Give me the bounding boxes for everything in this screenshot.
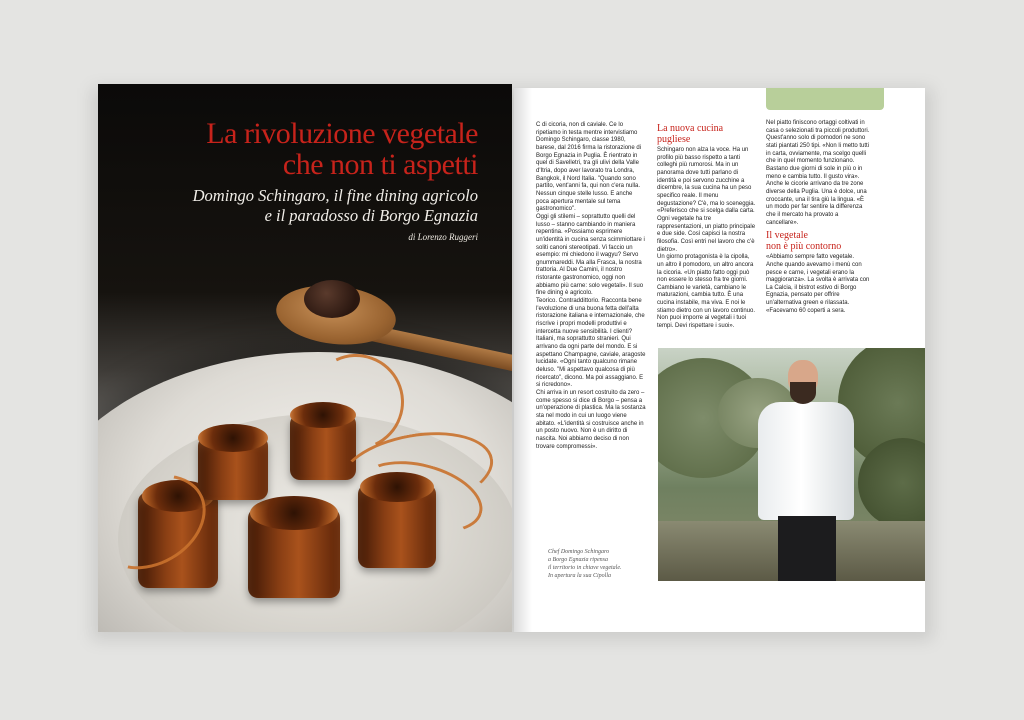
pasta-roll-top: [250, 496, 338, 530]
chef-trousers: [778, 516, 836, 581]
chef-photo: [658, 348, 925, 581]
caption-line-1: Chef Domingo Schingaro: [548, 549, 610, 555]
right-page: [514, 88, 925, 632]
text-column-2: [657, 123, 757, 331]
article-subtitle: [106, 186, 478, 226]
chef-beard: [790, 382, 816, 404]
section-tab: [766, 88, 884, 110]
paragraph: Schingaro non alza la voce. Ha un profilo più basso rispetto a tanti colleghi più rumorosi. Ma in un panorama dove tutti parlano di identità e poi servono zucchine a dicembre, la sua cucina ha un peso specifico reale. Il menu degustazione? C'è, ma lo sceneggia. «Preferisco che si scelga dalla carta. Ogni vegetale ha tre rappresentazioni, un piatto principale e due side. Così capisci la nostra filosofia. Così entri nel lavoro che c'è dietro».: [657, 147, 756, 253]
subtitle-line-1: Domingo Schingaro, il fine dining agricolo: [192, 186, 478, 205]
text-column-1: [536, 122, 646, 451]
paragraph: Nel piatto finiscono ortaggi coltivati in casa o selezionati tra piccoli produttori. Quest'anno solo di pomodori ne sono stati piantati 250 tipi. «Non li metto tutti in carta, ovviamente, ma scelgo quelli che in quel momento funzionano. Bastano due giorni di sole in più o in meno e cambia tutto. Il gusto vira». Anche le cicorie arrivano da tre zone diverse della Puglia. Una è dolce, una croccante, una il tira giù la lingua. «È un modo per far sentire la differenza che il mercato ha provato a cancellare».: [766, 120, 870, 226]
paragraph: Teorico. Contraddittorio. Racconta bene l'evoluzione di una buona fetta dell'alta ristorazione italiana e internazionale, che riscrive i propri modelli produttivi e intercetta nuove sensibilità. I clienti? Italiani, ma soprattutto stranieri. Qui arrivano da ogni parte del mondo. E si aspettano Champagne, caviale, aragoste lucidate. «Ogni tanto qualcuno rimane deluso. "Mi aspettavo qualcosa di più ricercato", dicono. Ma poi assaggiano. E si ricredono».: [536, 298, 646, 389]
paragraph: C di cicoria, non di caviale. Ce lo ripetiamo in testa mentre intervistiamo Domingo Schingaro, classe 1980, barese, dal 2016 firma la ristorazione di Borgo Egnazia in Puglia. È rientrato in quel di Savelletri, tra gli ulivi della Valle d'Itria, dopo aver lavorato tra Londra, Bangkok, il Nord Italia. "Quando sono partito, vent'anni fa, qui non c'era nulla. Nessun cinque stelle lusso. E anche poca apertura mentale sul tema gastronomico".: [536, 122, 642, 213]
chef-jacket: [758, 402, 854, 520]
title-line-2: che non ti aspetti: [282, 148, 478, 181]
section-heading: [766, 230, 870, 252]
photo-caption: [548, 548, 648, 580]
paragraph: Oggi gli stilemi – soprattutto quelli del lusso – stanno cambiando in maniera repentina. «Possiamo esprimere un'identità in cucina senza scimmiottare i soliti canoni stereotipati. Vi faccio un esempio: mi chiedono il wagyu? Servo gnummareddi. Ma alla Frasca, la nostra trattoria. Al Due Camini, il nostro ristorante gastronomico, oggi non abbiamo più carne: solo vegetali». Il suo fine dining è agricolo.: [536, 213, 645, 297]
caption-line-3: il territorio in chiave vegetale.: [548, 565, 622, 571]
byline: di Lorenzo Ruggeri: [408, 232, 478, 242]
section-heading-line-2: non è più contorno: [766, 241, 842, 253]
paragraph: Un giorno protagonista è la cipolla, un altro il pomodoro, un altro ancora la cicoria. «Un piatto fatto oggi può non essere lo stesso fra tre giorni. Cambiano le varietà, cambiano le maturazioni, cambia tutto. È una cucina instabile, ma viva. E noi le stiamo dietro con un lavoro continuo. Non puoi imporre ai vegetali i tuoi tempi. Devi rispettare i suoi».: [657, 254, 756, 330]
section-heading-line-1: Il vegetale: [766, 230, 808, 242]
title-line-1: La rivoluzione vegetale: [206, 117, 478, 150]
pasta-roll-top: [198, 424, 268, 452]
left-page-photo: [98, 84, 512, 632]
article-title: [106, 118, 478, 180]
section-heading: La nuova cucina pugliese: [657, 123, 724, 145]
spoon-sauce: [304, 280, 360, 318]
gutter-shade: [514, 88, 532, 632]
paragraph: «Abbiamo sempre fatto vegetale. Anche quando avevamo i menù con pesce e carne, i vegetali erano la maggioranza». La svolta è arrivata con La Calcia, il bistrot estivo di Borgo Egnazia, pensato per offrire un'alternativa green e rilassata. «Facevamo 60 coperti a sera.: [766, 254, 870, 314]
text-column-3: [766, 120, 870, 315]
caption-line-4: In apertura la sua Cipolla: [548, 573, 612, 579]
paragraph: Chi arriva in un resort costruito da zero – come spesso si dice di Borgo – pensa a un'operazione di plastica. Ma la sostanza sta nel modo in cui un luogo viene abitato. «L'identità si costruisce anche in un posto nuovo. Non è un diritto di nascita. Noi abbiamo deciso di non trovare compromessi».: [536, 389, 646, 450]
caption-line-2: a Borgo Egnazia ripensa: [548, 557, 608, 563]
title-block: [106, 118, 478, 242]
subtitle-line-2: e il paradosso di Borgo Egnazia: [264, 206, 478, 225]
